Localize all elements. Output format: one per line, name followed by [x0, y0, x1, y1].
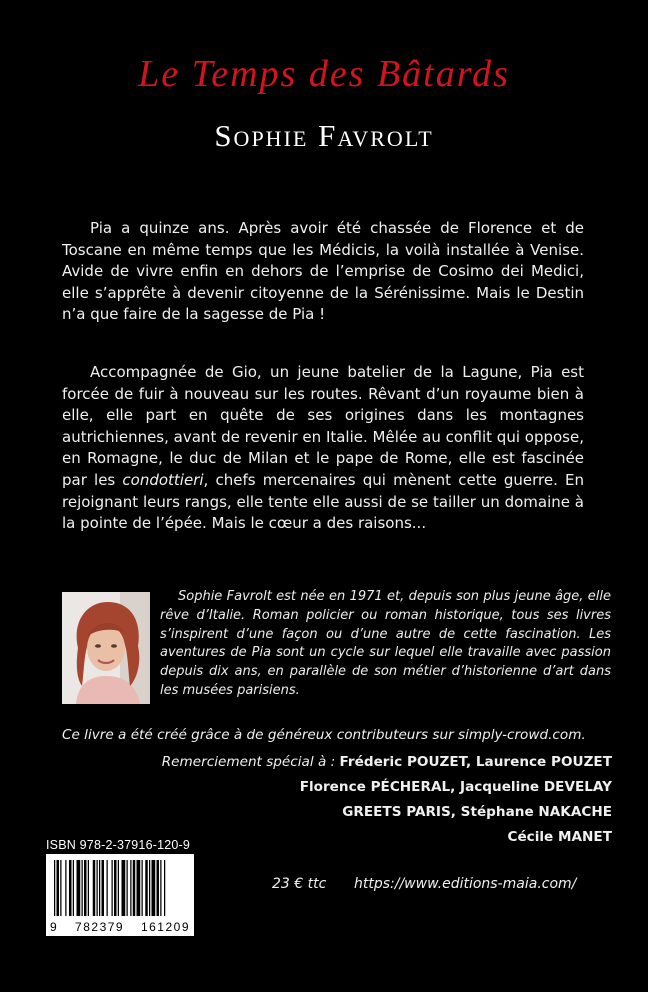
barcode-bar — [102, 860, 105, 916]
barcode-bar — [127, 860, 128, 916]
barcode-bar — [82, 860, 83, 916]
barcode-bar — [60, 860, 61, 916]
barcode-bar — [152, 860, 156, 916]
barcode-bar — [57, 860, 60, 916]
barcode-bar — [112, 860, 113, 916]
thanks-label: Remerciement spécial à : — [161, 754, 340, 770]
author-photo — [62, 592, 150, 704]
barcode-bar — [84, 860, 87, 916]
isbn-label: ISBN 978-2-37916-120-9 — [46, 838, 191, 852]
thanks-names-1: Fréderic POUZET, Laurence POUZET — [339, 754, 612, 770]
barcode-bar — [122, 860, 126, 916]
barcode-bar — [137, 860, 141, 916]
thanks-names-2: Florence PÉCHERAL, Jacqueline DEVELAY — [299, 779, 612, 795]
barcode-bar — [93, 860, 96, 916]
barcode-bar — [114, 860, 117, 916]
barcode-bar — [118, 860, 119, 916]
barcode-bar — [73, 860, 74, 916]
barcode-bar — [164, 860, 165, 916]
blurb-paragraph-2-start: Accompagnée de Gio, un jeune batelier de la Lagune, Pia est forcée de fuir à nouveau sur les routes. Rêvant d’un royaume bien à elle, elle part en quête de ses origines dans les montagnes autrichiennes, avant de revenir en Italie. Mêlée au conflit qui oppose, en Romagne, le duc de Milan et le pape de Rome, elle est fascinée par les — [62, 363, 584, 489]
publisher-url[interactable]: https://www.editions-maia.com/ — [354, 876, 577, 892]
barcode-bar — [77, 860, 81, 916]
barcode-bar — [97, 860, 98, 916]
blurb-paragraph-1: Pia a quinze ans. Après avoir été chassée de Florence et de Toscane en même temps que les Médicis, la voilà installée à Venise. Avide de vivre enfin en dehors de l’emprise de Cosimo dei Medici, elle s’apprête à devenir citoyenne de la Sérénissime. Mais le Destin n’a que faire de la sagesse de Pia ! — [62, 219, 584, 324]
barcode-bar — [69, 860, 72, 916]
author-name: Sophie Favrolt — [214, 118, 434, 153]
barcode-bar — [65, 860, 66, 916]
special-thanks — [160, 750, 612, 850]
thanks-names-4: Cécile MANET — [507, 829, 612, 845]
barcode-bar — [54, 860, 55, 916]
barcode-bars — [46, 854, 194, 920]
barcode-bar — [145, 860, 148, 916]
barcode-digit-first: 9 — [50, 920, 59, 934]
barcode-bar — [99, 860, 100, 916]
author-bio: Sophie Favrolt est née en 1971 et, depuis son plus jeune âge, elle rêve d’Italie. Roman policier ou roman historique, tous ses livres s’inspirent d’une façon ou d’une autre de cette fascination. Les aventures de Pia sont un cycle sur lequel elle travaille avec passion depuis dix ans, en parallèle de son métier d’historienne d’art dans les musées parisiens. — [160, 589, 611, 698]
barcode-bar — [142, 860, 143, 916]
thanks-names-3: GREETS PARIS, Stéphane NAKACHE — [342, 804, 612, 820]
book-title: Le Temps des Bâtards — [138, 53, 510, 95]
barcode-digits — [46, 920, 194, 934]
barcode-digits-left: 782379 — [75, 920, 125, 934]
barcode-bar — [149, 860, 150, 916]
barcode-bar — [130, 860, 131, 916]
barcode-bar — [157, 860, 160, 916]
barcode-digits-right: 161209 — [140, 920, 190, 934]
barcode-bar — [160, 860, 161, 916]
isbn-barcode — [46, 854, 194, 936]
barcode-bar — [133, 860, 136, 916]
crowdfunding-note: Ce livre a été créé grâce à de généreux contributeurs sur simply-crowd.com. — [62, 727, 586, 743]
author-portrait-image — [62, 592, 150, 704]
barcode-bar — [107, 860, 108, 916]
barcode-bar — [88, 860, 89, 916]
blurb-paragraph-2-end: , chefs mercenaires qui mènent cette guerre. En rejoignant leurs rangs, elle tente elle aussi de se tailler un domaine à la pointe de l’épée. Mais le cœur a des raisons... — [62, 470, 584, 533]
blurb-paragraph-2 — [62, 362, 584, 535]
thanks-row-1 — [160, 750, 612, 775]
price: 23 € ttc — [272, 876, 327, 892]
blurb-italic-term: condottieri — [122, 470, 204, 489]
